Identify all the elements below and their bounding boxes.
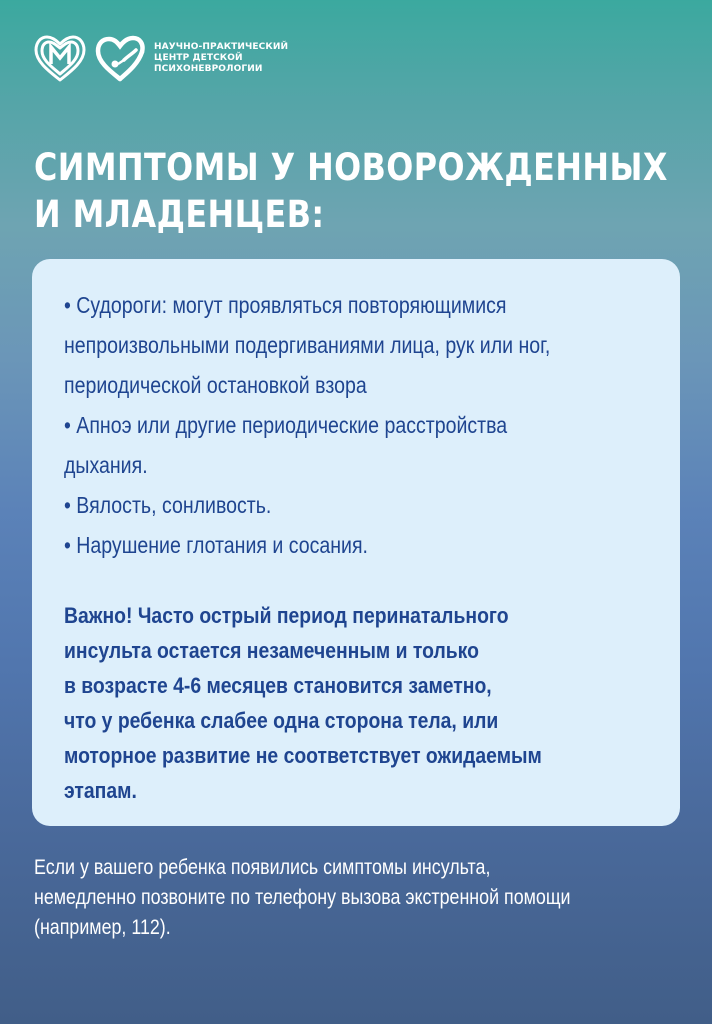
symptom-item-apnea bbox=[64, 405, 650, 485]
org-name-line: НАУЧНО-ПРАКТИЧЕСКИЙ bbox=[154, 41, 289, 52]
shield-heart-logo-icon bbox=[32, 34, 88, 82]
important-line: этапам. bbox=[64, 778, 137, 803]
symptom-item-seizures bbox=[64, 285, 650, 405]
symptom-line: • Судороги: могут проявляться повторяющимися bbox=[64, 292, 507, 318]
symptoms-card bbox=[32, 259, 680, 826]
heart-hand-logo-icon bbox=[94, 34, 146, 82]
symptom-item-swallowing bbox=[64, 525, 650, 565]
important-line: Важно! Часто острый период перинатального bbox=[64, 603, 509, 628]
symptom-item-lethargy bbox=[64, 485, 650, 525]
emergency-note bbox=[34, 853, 570, 943]
organization-name bbox=[154, 42, 288, 75]
important-note bbox=[64, 598, 580, 808]
header bbox=[32, 34, 288, 82]
important-line: в возрасте 4-6 месяцев становится заметно, bbox=[64, 673, 492, 698]
symptom-line: периодической остановкой взора bbox=[64, 372, 367, 398]
symptom-line: дыхания. bbox=[64, 452, 148, 478]
symptom-line: • Апноэ или другие периодические расстройства bbox=[64, 412, 508, 438]
page-title bbox=[34, 144, 668, 238]
org-name-line: ЦЕНТР ДЕТСКОЙ bbox=[154, 52, 243, 63]
footer-line: Если у вашего ребенка появились симптомы инсульта, bbox=[34, 856, 491, 879]
important-line: инсульта остается незамеченным и только bbox=[64, 638, 479, 663]
symptom-line: • Вялость, сонливость. bbox=[64, 492, 272, 518]
footer-line: немедленно позвоните по телефону вызова экстренной помощи bbox=[34, 886, 571, 909]
symptom-line: непроизвольными подергиваниями лица, рук или ног, bbox=[64, 332, 551, 358]
symptom-line: • Нарушение глотания и сосания. bbox=[64, 532, 368, 558]
footer-line: (например, 112). bbox=[34, 916, 171, 939]
symptom-list bbox=[64, 285, 650, 565]
title-line: СИМПТОМЫ У НОВОРОЖДЕННЫХ bbox=[34, 146, 668, 189]
title-line: И МЛАДЕНЦЕВ: bbox=[34, 193, 325, 236]
important-line: моторное развитие не соответствует ожидаемым bbox=[64, 743, 542, 768]
important-line: что у ребенка слабее одна сторона тела, или bbox=[64, 708, 499, 733]
org-name-line: ПСИХОНЕВРОЛОГИИ bbox=[154, 63, 263, 74]
